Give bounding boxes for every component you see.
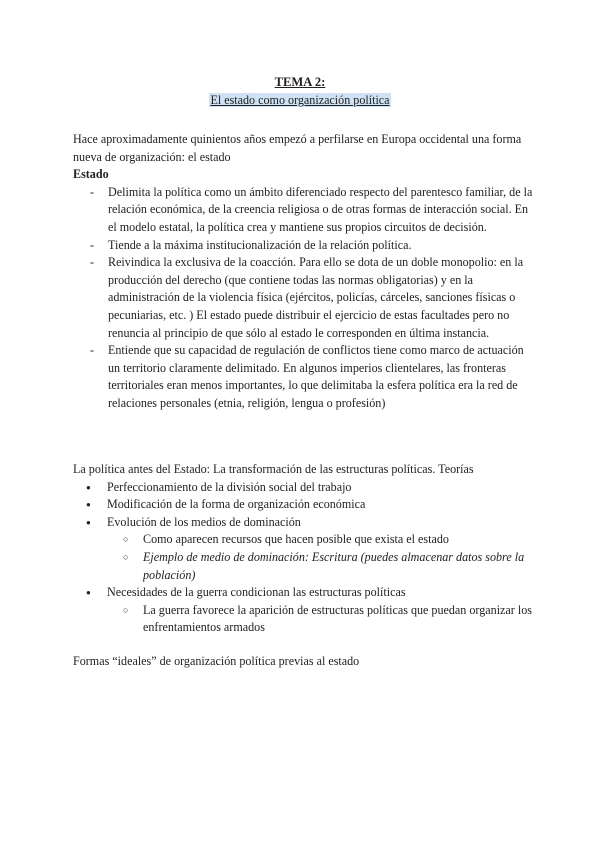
list-item-text: Necesidades de la guerra condicionan las estructuras políticas [107, 585, 406, 600]
theories-list [73, 479, 533, 637]
list-item [73, 479, 533, 497]
intro-paragraph: Hace aproximadamente quinientos años empezó a perfilarse en Europa occidental una forma nueva de organización: el estado [73, 132, 522, 164]
sub-list [107, 531, 533, 584]
estado-list [73, 184, 533, 413]
list-item: - Entiende que su capacidad de regulación de conflictos tiene como marco de actuación un territorio claramente delimitado. En algunos imperios clientelares, las fronteras territoriales eran menos importantes, lo que delimitaba la esfera política era la red de relaciones personales (etnia, religión, lengua o profesión) [73, 342, 533, 412]
theories-heading: La política antes del Estado: La transformación de las estructuras políticas. Teorías [73, 462, 474, 476]
list-item: - Reivindica la exclusiva de la coacción. Para ello se dota de un doble monopolio: en la producción del derecho (que contiene todas las normas obligatorias) y en la administración de la violencia física (ejércitos, policías, cárceles, sanciones físicas o pecuniarias, etc. ) El estado puede distribuir el ejercicio de estas facultades pero no renuncia al principio de que sólo al estado le corresponden en última instancia. [73, 254, 533, 342]
sub-list-item: ○ Como aparecen recursos que hacen posible que exista el estado [107, 531, 533, 549]
list-item [73, 584, 533, 637]
list-item: - Delimita la política como un ámbito diferenciado respecto del parentesco familiar, de la relación económica, de la creencia religiosa o de otras formas de interacción social. En el modelo estatal, la política crea y mantiene sus propios circuitos de decisión. [73, 184, 533, 237]
intro-section [73, 131, 533, 413]
document-title: TEMA 2: [274, 75, 326, 89]
list-item: - Tiende a la máxima institucionalización de la relación política. [73, 237, 533, 255]
list-item-text: Evolución de los medios de dominación [107, 514, 301, 529]
subtitle-text: El estado como organización política [210, 93, 390, 107]
sub-list [107, 602, 533, 637]
final-line: Formas “ideales” de organización política previas al estado [73, 654, 360, 668]
estado-heading: Estado [73, 167, 109, 182]
sub-list-item: ○ Ejemplo de medio de dominación: Escritura (puedes almacenar datos sobre la población) [107, 549, 533, 584]
sub-list-item: ○ La guerra favorece la aparición de estructuras políticas que puedan organizar los enfrentamientos armados [107, 602, 533, 637]
document-subtitle [0, 92, 600, 109]
list-item-text: Perfeccionamiento de la división social del trabajo [107, 479, 352, 494]
theories-section [73, 461, 533, 637]
list-item [73, 496, 533, 514]
list-item-text: Modificación de la forma de organización económica [107, 497, 366, 512]
list-item [73, 514, 533, 584]
